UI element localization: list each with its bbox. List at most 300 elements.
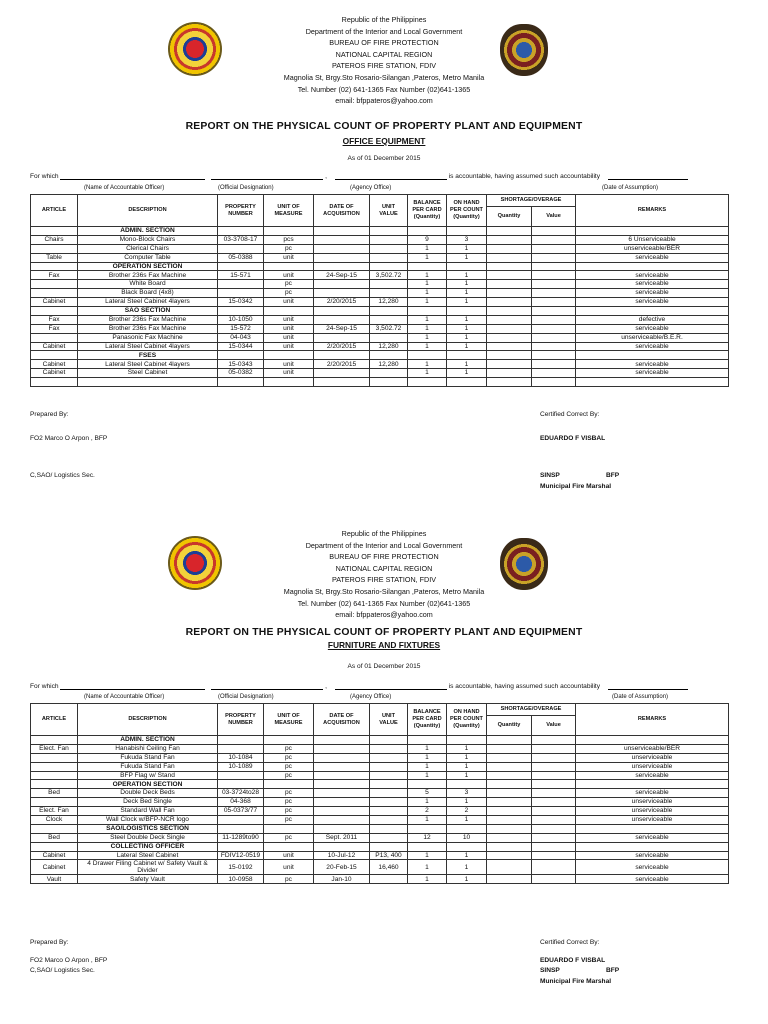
- cell-article: Fax: [31, 315, 78, 324]
- cell-remarks: serviceable: [576, 324, 729, 333]
- table-cell: [31, 736, 78, 745]
- table-cell: [264, 824, 314, 833]
- table-row: [31, 360, 729, 369]
- cell-date: [314, 807, 370, 816]
- cell-shortage-value: [532, 771, 576, 780]
- cell-balance: 1: [408, 342, 447, 351]
- cell-value: [370, 333, 408, 342]
- col-quantity: Quantity: [487, 207, 532, 227]
- table-cell: [218, 824, 264, 833]
- table-cell: [532, 842, 576, 851]
- cell-unit: pc: [264, 875, 314, 884]
- col-description: DESCRIPTION: [78, 704, 218, 736]
- table-cell: [532, 824, 576, 833]
- table-cell: [370, 824, 408, 833]
- section-label: ADMIN. SECTION: [78, 227, 218, 236]
- officer-blank: [60, 682, 205, 690]
- letterhead-line: Magnolia St, Brgy.Sto Rosario-Silangan ,Pateros, Metro Manila: [283, 72, 485, 82]
- cell-property-no: 03-3708-17: [218, 235, 264, 244]
- cell-onhand: 1: [447, 875, 487, 884]
- table-cell: [576, 780, 729, 789]
- cell-shortage-value: [532, 360, 576, 369]
- cell-property-no: 04-368: [218, 798, 264, 807]
- table-cell: [576, 736, 729, 745]
- cell-shortage-quantity: [487, 244, 532, 253]
- cell-article: Fax: [31, 324, 78, 333]
- table-row: [31, 771, 729, 780]
- table-cell: [487, 824, 532, 833]
- certifier-name: EDUARDO F VISBAL: [540, 957, 606, 964]
- cell-shortage-value: [532, 860, 576, 875]
- cell-remarks: serviceable: [576, 851, 729, 860]
- col-description: DESCRIPTION: [78, 195, 218, 227]
- cell-shortage-quantity: [487, 298, 532, 307]
- cell-shortage-quantity: [487, 253, 532, 262]
- table-cell: [314, 307, 370, 316]
- table-row: [31, 235, 729, 244]
- cell-value: [370, 875, 408, 884]
- cell-date: 24-Sep-15: [314, 324, 370, 333]
- cell-article: Clock: [31, 816, 78, 825]
- as-of-date: As of 01 December 2015: [347, 155, 421, 162]
- section-row: [31, 824, 729, 833]
- certified-by-label: Certified Correct By:: [540, 411, 600, 418]
- col-unit-measure: UNIT OF MEASURE: [264, 195, 314, 227]
- cell-article: [31, 771, 78, 780]
- cell-shortage-value: [532, 271, 576, 280]
- cell-balance: 1: [408, 244, 447, 253]
- cell-unit: unit: [264, 298, 314, 307]
- cell-balance: 1: [408, 369, 447, 378]
- cell-unit: pc: [264, 833, 314, 842]
- letterhead-line: Department of the Interior and Local Government: [305, 26, 463, 36]
- cell-value: [370, 369, 408, 378]
- cell-date: [314, 315, 370, 324]
- table-cell: [576, 307, 729, 316]
- table-row: [31, 280, 729, 289]
- cell-onhand: 1: [447, 342, 487, 351]
- table-cell: [218, 262, 264, 271]
- col-value: Value: [532, 207, 576, 227]
- section-row: [31, 780, 729, 789]
- cell-onhand: 1: [447, 744, 487, 753]
- cell-article: [31, 333, 78, 342]
- cell-shortage-quantity: [487, 315, 532, 324]
- cell-property-no: 03-3724to28: [218, 789, 264, 798]
- cell-balance: 1: [408, 753, 447, 762]
- cell-remarks: serviceable: [576, 771, 729, 780]
- table-cell: [447, 262, 487, 271]
- table-cell: [31, 780, 78, 789]
- cell-onhand: 2: [447, 807, 487, 816]
- cell-value: [370, 762, 408, 771]
- cell-date: Jan-10: [314, 875, 370, 884]
- table-cell: [408, 736, 447, 745]
- cell-value: [370, 833, 408, 842]
- cell-description: Computer Table: [78, 253, 218, 262]
- cell-article: Cabinet: [31, 360, 78, 369]
- cell-description: Clerical Chairs: [78, 244, 218, 253]
- table-row: [31, 744, 729, 753]
- letterhead-line: Tel. Number (02) 641-1365 Fax Number (02)641-1365: [297, 84, 471, 94]
- cell-remarks: unserviceable: [576, 807, 729, 816]
- cell-date: [314, 235, 370, 244]
- cell-unit: pc: [264, 280, 314, 289]
- cell-shortage-value: [532, 875, 576, 884]
- cell-remarks: serviceable: [576, 289, 729, 298]
- cell-onhand: 1: [447, 253, 487, 262]
- cell-shortage-quantity: [487, 860, 532, 875]
- cell-value: 12,280: [370, 360, 408, 369]
- cell-date: 2/20/2015: [314, 298, 370, 307]
- report-sheet-office-equipment: [0, 0, 768, 500]
- cell-shortage-value: [532, 798, 576, 807]
- comma: ,: [325, 173, 327, 180]
- letterhead-line: NATIONAL CAPITAL REGION: [335, 563, 433, 573]
- section-label: COLLECTING OFFICER: [78, 842, 218, 851]
- section-row: [31, 351, 729, 360]
- section-row: [31, 736, 729, 745]
- cell-onhand: 10: [447, 833, 487, 842]
- cell-onhand: 1: [447, 762, 487, 771]
- table-cell: [487, 842, 532, 851]
- cell-unit: pcs: [264, 235, 314, 244]
- cell-shortage-value: [532, 333, 576, 342]
- cell-description: Brother 236s Fax Machine: [78, 315, 218, 324]
- cell-shortage-quantity: [487, 280, 532, 289]
- table-cell: [370, 736, 408, 745]
- col-shortage-overage: SHORTAGE/OVERAGE: [487, 195, 576, 207]
- table-cell: [370, 351, 408, 360]
- table-row: [31, 298, 729, 307]
- cell-description: Panasonic Fax Machine: [78, 333, 218, 342]
- cell-description: 4 Drawer Filing Cabinet w/ Safety Vault & Divider: [78, 860, 218, 875]
- letterhead: [0, 528, 768, 621]
- cell-balance: 1: [408, 816, 447, 825]
- caption-assumption: (Date of Assumption): [602, 185, 659, 191]
- cell-property-no: 15-0192: [218, 860, 264, 875]
- cell-value: [370, 789, 408, 798]
- cell-property-no: 11-1289to90: [218, 833, 264, 842]
- cell-onhand: [447, 378, 487, 387]
- cell-shortage-quantity: [487, 807, 532, 816]
- table-cell: [370, 227, 408, 236]
- cell-unit: pc: [264, 798, 314, 807]
- cell-description: Fukuda Stand Fan: [78, 762, 218, 771]
- cell-remarks: unserviceable/BER: [576, 744, 729, 753]
- cell-unit: pc: [264, 753, 314, 762]
- cell-property-no: 10-1050: [218, 315, 264, 324]
- agency-blank: [335, 172, 447, 180]
- section-row: [31, 307, 729, 316]
- cell-value: [370, 771, 408, 780]
- cell-date: 10-Jul-12: [314, 851, 370, 860]
- cell-shortage-quantity: [487, 369, 532, 378]
- col-unit-measure: UNIT OF MEASURE: [264, 704, 314, 736]
- table-cell: [576, 227, 729, 236]
- cell-balance: 1: [408, 253, 447, 262]
- cell-article: Fax: [31, 271, 78, 280]
- table-cell: [264, 780, 314, 789]
- cell-unit: pc: [264, 244, 314, 253]
- cell-article: [31, 280, 78, 289]
- cell-unit: unit: [264, 271, 314, 280]
- cell-shortage-quantity: [487, 816, 532, 825]
- cell-balance: 1: [408, 860, 447, 875]
- caption-officer: (Name of Accountable Officer): [84, 694, 165, 700]
- cell-property-no: 05-0382: [218, 369, 264, 378]
- cell-date: [314, 244, 370, 253]
- cell-property-no: 15-0342: [218, 298, 264, 307]
- cell-article: Bed: [31, 833, 78, 842]
- table-cell: [576, 842, 729, 851]
- table-cell: [264, 227, 314, 236]
- cell-unit: pc: [264, 289, 314, 298]
- letterhead-line: NATIONAL CAPITAL REGION: [335, 49, 433, 59]
- cell-property-no: [218, 744, 264, 753]
- table-cell: [314, 824, 370, 833]
- table-cell: [487, 307, 532, 316]
- table-cell: [264, 351, 314, 360]
- table-cell: [31, 227, 78, 236]
- agency-blank: [335, 682, 447, 690]
- caption-designation: (Official Designation): [218, 185, 274, 191]
- col-article: ARTICLE: [31, 704, 78, 736]
- cell-onhand: 1: [447, 271, 487, 280]
- table-cell: [408, 227, 447, 236]
- table-cell: [218, 780, 264, 789]
- cell-onhand: 1: [447, 753, 487, 762]
- cell-onhand: 1: [447, 798, 487, 807]
- letterhead-line: PATEROS FIRE STATION, FDIV: [331, 575, 437, 585]
- cell-balance: 1: [408, 360, 447, 369]
- caption-agency: (Agency Office): [350, 185, 392, 191]
- table-row: [31, 378, 729, 387]
- table-cell: [487, 780, 532, 789]
- prepared-by-label: Prepared By:: [30, 411, 69, 418]
- cell-article: [31, 762, 78, 771]
- col-property-number: PROPERTY NUMBER: [218, 195, 264, 227]
- cell-date: 24-Sep-15: [314, 271, 370, 280]
- cell-article: Cabinet: [31, 369, 78, 378]
- letterhead-line: Republic of the Philippines: [341, 529, 427, 538]
- cell-property-no: 10-1089: [218, 762, 264, 771]
- table-cell: [218, 736, 264, 745]
- cell-date: [314, 333, 370, 342]
- cell-onhand: 3: [447, 235, 487, 244]
- cell-value: P13, 400: [370, 851, 408, 860]
- accountability-line: [30, 172, 730, 180]
- cell-article: Cabinet: [31, 860, 78, 875]
- cell-balance: 1: [408, 762, 447, 771]
- cell-remarks: unserviceable: [576, 798, 729, 807]
- table-cell: [408, 351, 447, 360]
- cell-description: Wall Clock w/BFP-NCR logo: [78, 816, 218, 825]
- table-row: [31, 324, 729, 333]
- table-row: [31, 851, 729, 860]
- section-label: FSES: [78, 351, 218, 360]
- cell-unit: [264, 378, 314, 387]
- cell-balance: 2: [408, 807, 447, 816]
- table-cell: [264, 842, 314, 851]
- cell-shortage-value: [532, 289, 576, 298]
- cell-remarks: unserviceable/B.E.R.: [576, 333, 729, 342]
- cell-article: [31, 289, 78, 298]
- cell-onhand: 1: [447, 333, 487, 342]
- table-row: [31, 833, 729, 842]
- table-cell: [264, 307, 314, 316]
- cell-onhand: 1: [447, 771, 487, 780]
- table-cell: [532, 780, 576, 789]
- cell-description: Standard Wall Fan: [78, 807, 218, 816]
- table-cell: [576, 824, 729, 833]
- col-date-acquisition: DATE OF ACQUISITION: [314, 195, 370, 227]
- letterhead-line: email: bfppateros@yahoo.com: [335, 610, 433, 620]
- table-cell: [447, 227, 487, 236]
- cell-balance: 9: [408, 235, 447, 244]
- cell-shortage-value: [532, 342, 576, 351]
- cell-value: [370, 253, 408, 262]
- for-which-label: For which: [30, 173, 59, 180]
- cell-property-no: [218, 378, 264, 387]
- table-cell: [576, 351, 729, 360]
- cell-description: Lateral Steel Cabinet 4layers: [78, 298, 218, 307]
- cell-article: [31, 244, 78, 253]
- table-row: [31, 333, 729, 342]
- certified-by-label: Certified Correct By:: [540, 939, 600, 946]
- cell-onhand: 1: [447, 280, 487, 289]
- cell-property-no: 05-0373/77: [218, 807, 264, 816]
- table-cell: [314, 736, 370, 745]
- cell-unit: pc: [264, 789, 314, 798]
- table-cell: [408, 307, 447, 316]
- cell-unit: unit: [264, 369, 314, 378]
- table-row: [31, 753, 729, 762]
- cell-article: Elect. Fan: [31, 807, 78, 816]
- table-cell: [532, 307, 576, 316]
- cell-value: [370, 807, 408, 816]
- cell-shortage-value: [532, 833, 576, 842]
- cell-property-no: FDIV12-0519: [218, 851, 264, 860]
- table-cell: [447, 824, 487, 833]
- cell-onhand: 1: [447, 851, 487, 860]
- cell-shortage-value: [532, 369, 576, 378]
- table-cell: [576, 262, 729, 271]
- cell-onhand: 3: [447, 789, 487, 798]
- for-which-label: For which: [30, 683, 59, 690]
- cell-description: Deck Bed Single: [78, 798, 218, 807]
- cell-unit: unit: [264, 360, 314, 369]
- cell-remarks: unserviceable: [576, 816, 729, 825]
- cell-balance: 1: [408, 771, 447, 780]
- col-balance: BALANCE PER CARD (Quantity): [408, 195, 447, 227]
- cell-value: 3,502.72: [370, 324, 408, 333]
- cell-date: [314, 762, 370, 771]
- cell-shortage-quantity: [487, 324, 532, 333]
- section-label: OPERATION SECTION: [78, 262, 218, 271]
- cell-remarks: defective: [576, 315, 729, 324]
- cell-shortage-value: [532, 378, 576, 387]
- cell-balance: 1: [408, 875, 447, 884]
- cell-remarks: serviceable: [576, 342, 729, 351]
- cell-description: White Board: [78, 280, 218, 289]
- cell-shortage-value: [532, 253, 576, 262]
- table-row: [31, 342, 729, 351]
- col-article: ARTICLE: [31, 195, 78, 227]
- cell-unit: unit: [264, 324, 314, 333]
- cell-property-no: [218, 289, 264, 298]
- cell-unit: unit: [264, 253, 314, 262]
- cell-description: Brother 236s Fax Machine: [78, 271, 218, 280]
- cell-shortage-value: [532, 324, 576, 333]
- cell-value: [370, 289, 408, 298]
- cell-property-no: 10-1084: [218, 753, 264, 762]
- cell-onhand: 1: [447, 816, 487, 825]
- cell-date: 2/20/2015: [314, 360, 370, 369]
- certifier-name: EDUARDO F VISBAL: [540, 435, 606, 442]
- certifier-title: Municipal Fire Marshal: [540, 978, 612, 985]
- cell-onhand: 1: [447, 289, 487, 298]
- cell-article: [31, 753, 78, 762]
- table-cell: [218, 307, 264, 316]
- cell-balance: 12: [408, 833, 447, 842]
- cell-unit: pc: [264, 807, 314, 816]
- table-row: [31, 289, 729, 298]
- cell-shortage-quantity: [487, 360, 532, 369]
- table-cell: [264, 736, 314, 745]
- cell-balance: 1: [408, 744, 447, 753]
- report-title: REPORT ON THE PHYSICAL COUNT OF PROPERTY PLANT AND EQUIPMENT: [185, 627, 583, 638]
- cell-remarks: [576, 378, 729, 387]
- cell-property-no: 15-0344: [218, 342, 264, 351]
- col-balance: BALANCE PER CARD (Quantity): [408, 704, 447, 736]
- officer-blank: [60, 172, 205, 180]
- table-cell: [532, 351, 576, 360]
- cell-article: Cabinet: [31, 851, 78, 860]
- table-cell: [487, 262, 532, 271]
- cell-article: Cabinet: [31, 342, 78, 351]
- cell-remarks: serviceable: [576, 360, 729, 369]
- table-cell: [487, 227, 532, 236]
- cell-value: [370, 244, 408, 253]
- cell-shortage-value: [532, 244, 576, 253]
- table-row: [31, 789, 729, 798]
- cell-shortage-value: [532, 298, 576, 307]
- table-cell: [218, 842, 264, 851]
- inventory-body: [31, 736, 729, 884]
- caption-officer: (Name of Accountable Officer): [84, 185, 165, 191]
- cell-article: Vault: [31, 875, 78, 884]
- cell-article: Bed: [31, 789, 78, 798]
- cell-remarks: unserviceable: [576, 762, 729, 771]
- cell-shortage-quantity: [487, 762, 532, 771]
- cell-unit: pc: [264, 744, 314, 753]
- cell-onhand: 1: [447, 369, 487, 378]
- caption-agency: (Agency Office): [350, 694, 392, 700]
- cell-balance: [408, 378, 447, 387]
- cell-value: 12,280: [370, 298, 408, 307]
- designation-blank: [211, 172, 323, 180]
- table-cell: [31, 262, 78, 271]
- cell-remarks: serviceable: [576, 271, 729, 280]
- letterhead-line: Magnolia St, Brgy.Sto Rosario-Silangan ,Pateros, Metro Manila: [283, 586, 485, 596]
- cell-unit: unit: [264, 851, 314, 860]
- col-date-acquisition: DATE OF ACQUISITION: [314, 704, 370, 736]
- table-cell: [370, 307, 408, 316]
- cell-balance: 1: [408, 280, 447, 289]
- section-label: OPERATION SECTION: [78, 780, 218, 789]
- cell-balance: 1: [408, 298, 447, 307]
